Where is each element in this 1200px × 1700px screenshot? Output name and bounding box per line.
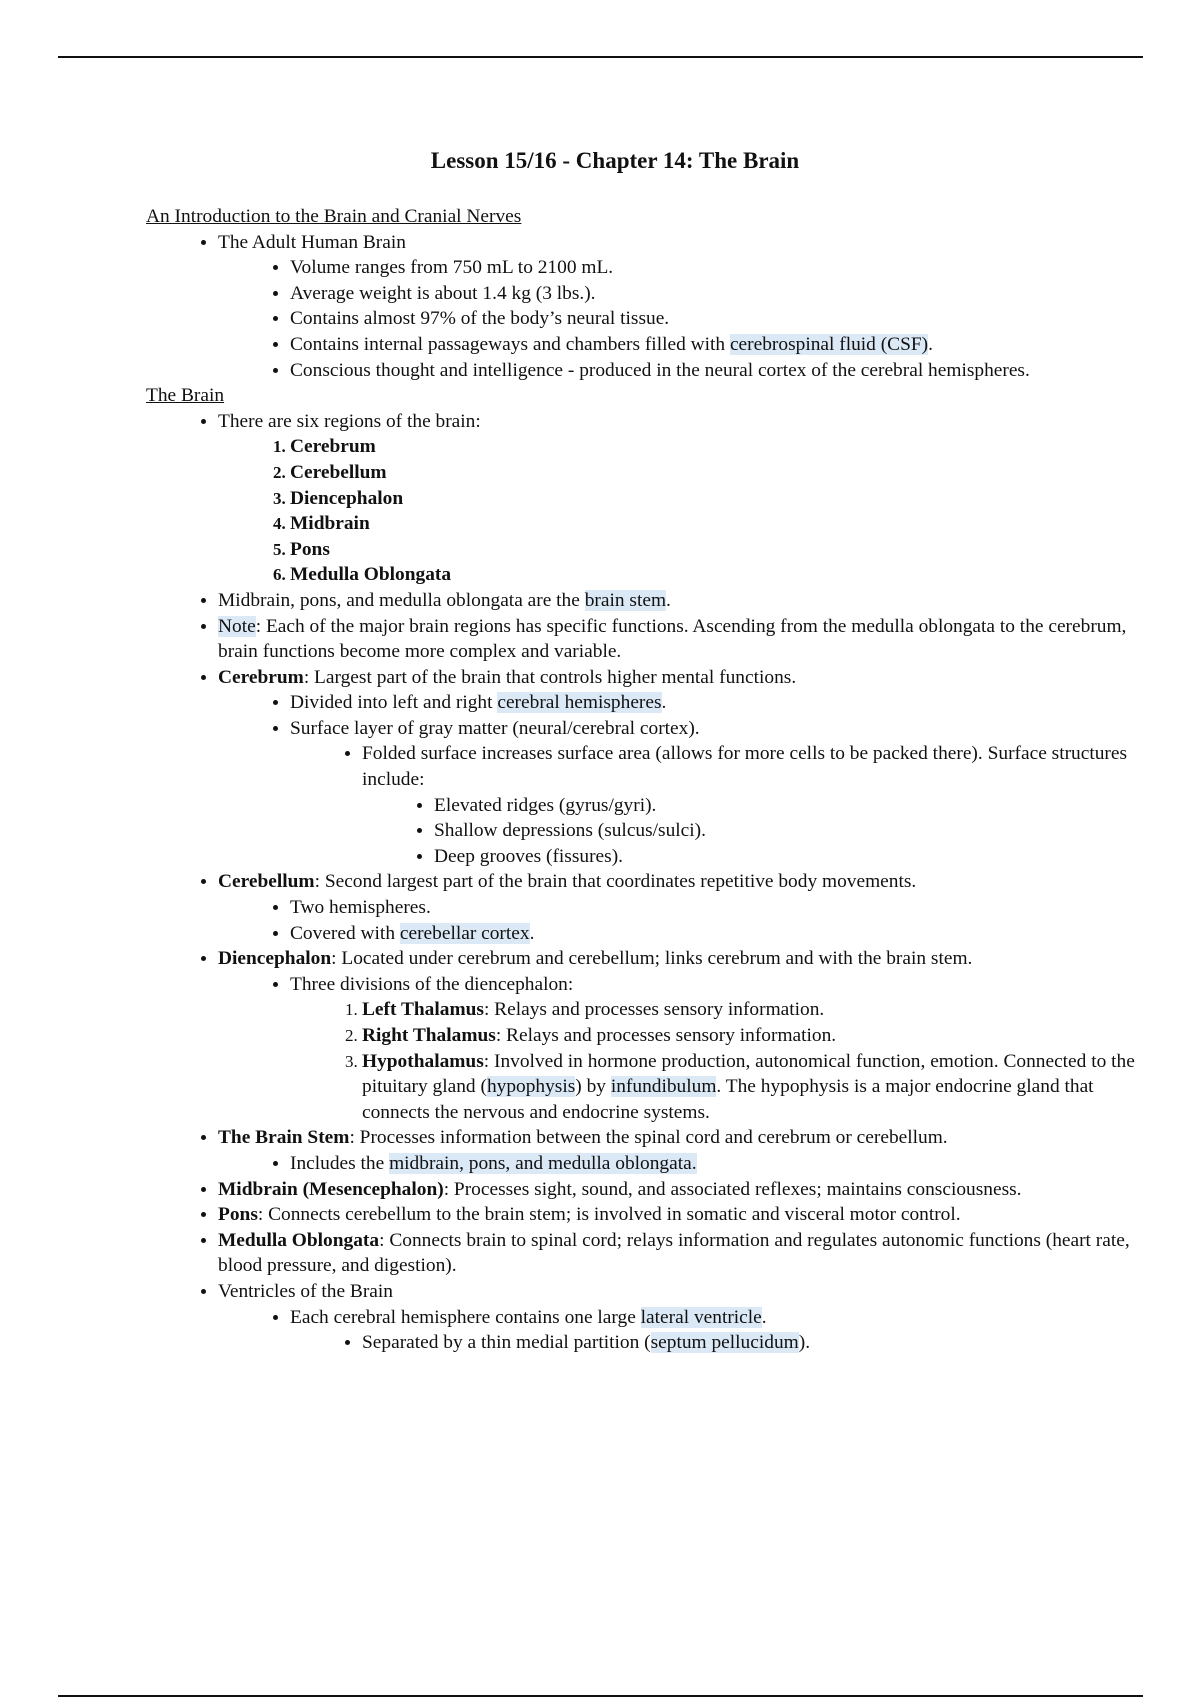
list-item [218,230,1146,384]
region-item: 1. Cerebrum [290,434,1146,460]
page-title: Lesson 15/16 - Chapter 14: The Brain [430,148,800,173]
list-item: • The Brain Stem: Processes information between the spinal cord and cerebrum or cerebellum. • Includes the midbrain, pons, and medulla oblongata. [218,1125,1146,1176]
intro-list [146,230,1146,384]
list-item: • Three divisions of the diencephalon: 1. Left Thalamus: Relays and processes sensory information. 2. Right Thalamus: Relays and processes sensory information. 3. Hypothalamus: Involved in hormone production, autonomical function, emotion. Connected to the pituitary gland (hypophysis) by infundibulum. The hypophysis is a major endocrine gland that connects the nervous and endocrine systems. [290,972,1146,1126]
highlight: Note [218,615,256,637]
highlight: septum pellucidum [650,1332,799,1354]
highlight: brain stem [584,589,667,611]
highlight: midbrain, pons, and medulla oblongata. [389,1152,697,1174]
list-item: • Elevated ridges (gyrus/gyri). [434,793,1146,819]
list-item: • Covered with cerebellar cortex. [290,921,1146,947]
list-item: • Shallow depressions (sulcus/sulci). [434,818,1146,844]
highlight: cerebral hemispheres [497,692,662,714]
regions-list [218,434,1146,588]
highlight: infundibulum [610,1076,717,1098]
list-item: • Average weight is about 1.4 kg (3 lbs.). [290,281,1146,307]
list-item: • Each cerebral hemisphere contains one large lateral ventricle. • Separated by a thin medial partition (septum pellucidum). [290,1305,1146,1356]
list-item: • Deep grooves (fissures). [434,844,1146,870]
list-item: • Diencephalon: Located under cerebrum and cerebellum; links cerebrum and with the brain stem. • Three divisions of the diencephalon: 1. Left Thalamus: Relays and processes sensory information. 2. Right Thalamus: Relays and processes sensory information. 3. Hypothalamus: Involved in hormone production, autonomical function, emotion. Connected to the pituitary gland (hypophysis) by infundibulum. The hypophysis is a major endocrine gland that connects the nervous and endocrine systems. [218,946,1146,1125]
list-item: • Midbrain (Mesencephalon): Processes sight, sound, and associated reflexes; maintains consciousness. [218,1177,1146,1203]
highlight: cerebrospinal fluid (CSF) [729,333,929,355]
list-item: 1. Left Thalamus: Relays and processes sensory information. [362,997,1146,1023]
region-item: 2. Cerebellum [290,460,1146,486]
list-item: • Note: Each of the major brain regions has specific functions. Ascending from the medulla oblongata to the cerebrum, brain functions become more complex and variable. [218,614,1146,665]
region-item: 3. Diencephalon [290,486,1146,512]
list-item: • Conscious thought and intelligence - produced in the neural cortex of the cerebral hemispheres. [290,358,1146,384]
region-item: 5. Pons [290,537,1146,563]
list-item: • Contains internal passageways and chambers filled with cerebrospinal fluid (CSF). [290,332,1146,358]
list-item: • Volume ranges from 750 mL to 2100 mL. [290,255,1146,281]
highlight: cerebellar cortex [399,922,530,944]
top-rule [58,56,1143,58]
list-item: • Cerebrum: Largest part of the brain that controls higher mental functions. • Divided into left and right cerebral hemispheres. • Surface layer of gray matter (neural/cerebral cortex). • Folded surface increases surface area (allows for more cells to be packed there). Surface structures include: • Elevated ridges (gyrus/gyri). • Shallow depressions (sulcus/sulci). • Deep grooves (fissures). [218,665,1146,870]
list-item: • There are six regions of the brain: 1. Cerebrum 2. Cerebellum 3. Diencephalon 4. Midbrain 5. Pons 6. Medulla Oblongata [218,409,1146,588]
section-heading-intro: An Introduction to the Brain and Cranial Nerves [146,206,522,227]
highlight: hypophysis [486,1076,576,1098]
section-heading-brain: The Brain [146,385,225,407]
list-item: • Medulla Oblongata: Connects brain to spinal cord; relays information and regulates autonomic functions (heart rate, blood pressure, and digestion). [218,1228,1146,1279]
list-item: • Separated by a thin medial partition (septum pellucidum). [362,1330,1146,1356]
document-body [146,204,1146,1356]
list-item: • Pons: Connects cerebellum to the brain stem; is involved in somatic and visceral motor control. [218,1202,1146,1228]
list-item: • Divided into left and right cerebral hemispheres. [290,690,1146,716]
highlight: lateral ventricle [640,1306,762,1328]
list-item: • Two hemispheres. [290,895,1146,921]
bottom-rule [58,1695,1143,1697]
list-item: • Surface layer of gray matter (neural/cerebral cortex). • Folded surface increases surface area (allows for more cells to be packed there). Surface structures include: • Elevated ridges (gyrus/gyri). • Shallow depressions (sulcus/sulci). • Deep grooves (fissures). [290,716,1146,870]
list-item: • Folded surface increases surface area (allows for more cells to be packed there). Surface structures include: • Elevated ridges (gyrus/gyri). • Shallow depressions (sulcus/sulci). • Deep grooves (fissures). [362,741,1146,869]
list-item: 3. Hypothalamus: Involved in hormone production, autonomical function, emotion. Connected to the pituitary gland (hypophysis) by infundibulum. The hypophysis is a major endocrine gland that connects the nervous and endocrine systems. [362,1049,1146,1126]
brain-list [146,409,1146,1356]
list-item-text: The Adult Human Brain [218,231,406,253]
list-item: • Includes the midbrain, pons, and medulla oblongata. [290,1151,1146,1177]
list-item: • Ventricles of the Brain • Each cerebral hemisphere contains one large lateral ventricle. • Separated by a thin medial partition (septum pellucidum). [218,1279,1146,1356]
list-item: • Midbrain, pons, and medulla oblongata are the brain stem. [218,588,1146,614]
region-item: 4. Midbrain [290,511,1146,537]
region-item: 6. Medulla Oblongata [290,562,1146,588]
list-item: 2. Right Thalamus: Relays and processes sensory information. [362,1023,1146,1049]
list-item: • Cerebellum: Second largest part of the brain that coordinates repetitive body movements. • Two hemispheres. • Covered with cerebellar cortex. [218,869,1146,946]
list-item: • Contains almost 97% of the body’s neural tissue. [290,306,1146,332]
